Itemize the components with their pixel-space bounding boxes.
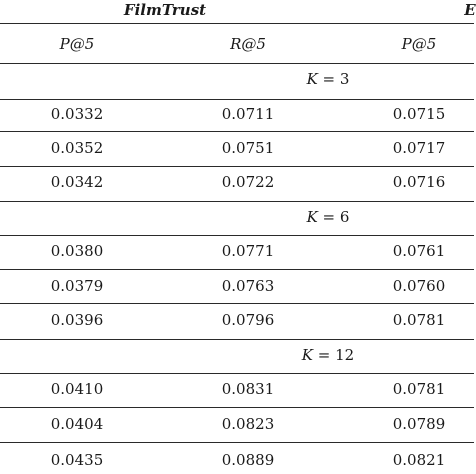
row-rule <box>0 442 474 443</box>
k-value-label: K = 3 <box>306 70 350 88</box>
table-cell: 0.0760 <box>392 277 446 295</box>
column-header-r5: R@5 <box>230 35 266 53</box>
row-rule <box>0 407 474 408</box>
table-cell: 0.0781 <box>392 380 446 398</box>
table-cell: 0.0789 <box>392 415 446 433</box>
table-cell: 0.0771 <box>221 242 275 260</box>
row-rule <box>0 166 474 167</box>
table-cell: 0.0796 <box>221 311 275 329</box>
table-row <box>0 310 474 330</box>
table-cell: 0.0352 <box>50 139 104 157</box>
group-rule <box>0 235 474 236</box>
table-cell: 0.0404 <box>50 415 104 433</box>
table-cell: 0.0889 <box>221 451 275 469</box>
table-row <box>0 104 474 124</box>
table-cell: 0.0722 <box>221 173 275 191</box>
table-cell: 0.0716 <box>392 173 446 191</box>
table-cell: 0.0821 <box>392 451 446 469</box>
table-row <box>0 276 474 296</box>
row-rule <box>0 339 474 340</box>
metric-header-rule <box>0 63 474 64</box>
dataset-header-row <box>0 0 474 20</box>
table-cell: 0.0717 <box>392 139 446 157</box>
table-cell: 0.0342 <box>50 173 104 191</box>
table-cell: 0.0781 <box>392 311 446 329</box>
column-header-p5: P@5 <box>59 35 95 53</box>
group-label-row <box>0 207 474 227</box>
table-cell: 0.0751 <box>221 139 275 157</box>
header-rule <box>0 23 474 24</box>
table-cell: 0.0435 <box>50 451 104 469</box>
group-rule <box>0 373 474 374</box>
row-rule <box>0 131 474 132</box>
k-value-label: K = 12 <box>301 346 355 364</box>
table-cell: 0.0711 <box>221 105 275 123</box>
table-cell: 0.0410 <box>50 380 104 398</box>
column-header-p5-second: P@5 <box>401 35 437 53</box>
table-cell: 0.0763 <box>221 277 275 295</box>
table-cell: 0.0831 <box>221 380 275 398</box>
dataset-name-filmtrust: FilmTrust <box>123 1 207 19</box>
table-cell: 0.0332 <box>50 105 104 123</box>
table-row <box>0 414 474 434</box>
table-cell: 0.0715 <box>392 105 446 123</box>
group-label-row <box>0 345 474 365</box>
table-row <box>0 450 474 470</box>
k-value-label: K = 6 <box>306 208 350 226</box>
metric-header-row <box>0 34 474 54</box>
group-label-row <box>0 69 474 89</box>
table-row <box>0 138 474 158</box>
row-rule <box>0 269 474 270</box>
row-rule <box>0 303 474 304</box>
table-row <box>0 172 474 192</box>
table-cell: 0.0823 <box>221 415 275 433</box>
table-row <box>0 379 474 399</box>
table-cell: 0.0761 <box>392 242 446 260</box>
table-cell: 0.0380 <box>50 242 104 260</box>
table-cell: 0.0396 <box>50 311 104 329</box>
group-rule <box>0 99 474 100</box>
dataset-name-partial: E <box>464 1 476 19</box>
table-cell: 0.0379 <box>50 277 104 295</box>
row-rule <box>0 201 474 202</box>
table-row <box>0 241 474 261</box>
